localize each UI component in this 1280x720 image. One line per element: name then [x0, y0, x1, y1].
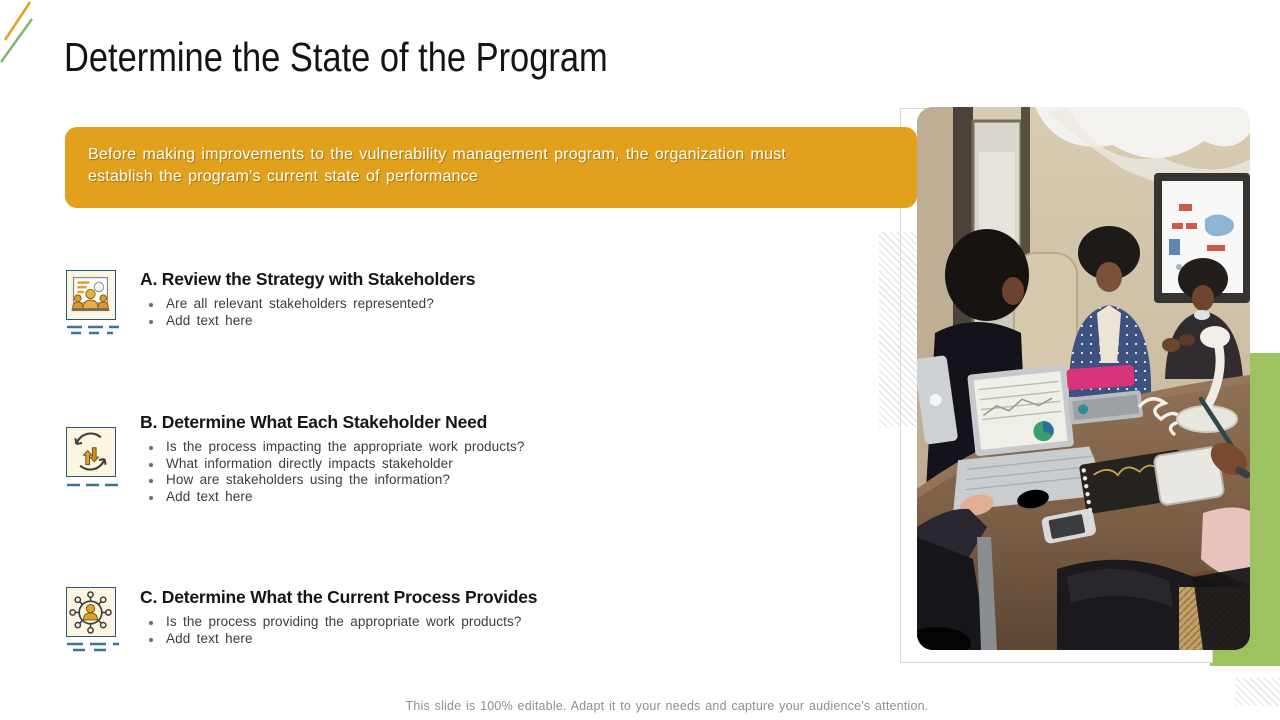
add-text-placeholder[interactable]: Add text here	[140, 313, 700, 330]
bullet-item: Is the process impacting the appropriate work products?	[140, 439, 700, 456]
icon-underline-dashes	[66, 324, 122, 337]
hatch-pattern-left	[879, 232, 918, 427]
meeting-photo-illustration	[917, 107, 1250, 650]
meeting-presentation-icon	[66, 270, 116, 320]
add-text-placeholder[interactable]: Add text here	[140, 489, 700, 506]
section-a-heading: A. Review the Strategy with Stakeholders	[140, 269, 476, 289]
section-b-heading: B. Determine What Each Stakeholder Need	[140, 412, 488, 432]
icon-underline-dashes	[66, 481, 122, 494]
bullet-item: Are all relevant stakeholders represented?	[140, 296, 700, 313]
section-b	[140, 412, 700, 505]
section-a-icon-block	[66, 270, 122, 337]
section-b-icon-block	[66, 427, 122, 494]
bullet-item: Is the process providing the appropriate work products?	[140, 614, 700, 631]
section-c-icon-block	[66, 587, 122, 654]
corner-diagonal-lines	[0, 0, 44, 72]
banner-text-line1: Before making improvements to the vulnerability management program, the organization must	[88, 146, 787, 163]
page-title-text: Determine the State of the Program	[64, 34, 608, 80]
footer-note: This slide is 100% editable. Adapt it to your needs and capture your audience's attention.	[405, 699, 929, 713]
person-network-icon	[66, 587, 116, 637]
bullet-item: What information directly impacts stakeholder	[140, 456, 700, 473]
add-text-placeholder[interactable]: Add text here	[140, 631, 700, 648]
section-c	[140, 587, 700, 647]
intro-banner	[65, 127, 917, 208]
meeting-photo	[917, 107, 1250, 650]
sync-arrows-icon	[66, 427, 116, 477]
section-a	[140, 269, 700, 329]
bullet-item: How are stakeholders using the information?	[140, 472, 700, 489]
icon-underline-dashes	[66, 641, 122, 654]
section-c-heading: C. Determine What the Current Process Provides	[140, 587, 538, 607]
page-title	[64, 34, 711, 88]
banner-text-line2: establish the program’s current state of performance	[88, 168, 478, 185]
